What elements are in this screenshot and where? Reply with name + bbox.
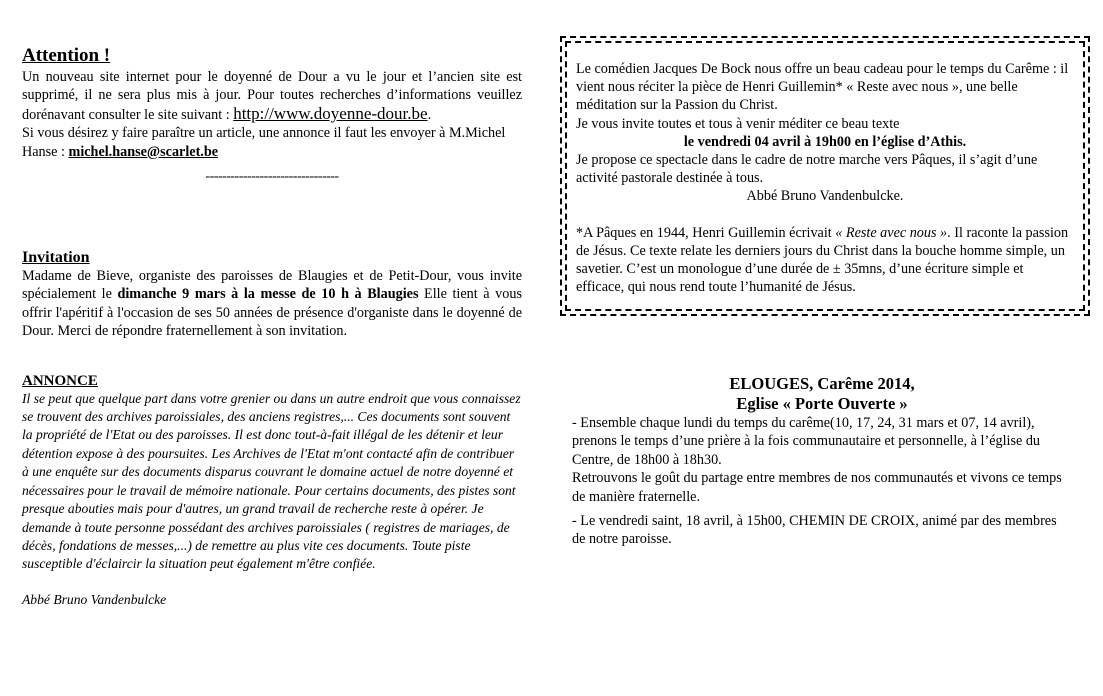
attention-title: Attention ! [22,45,111,66]
website-link[interactable]: http://www.doyenne-dour.be [233,103,428,123]
theatre-box-content [576,60,1074,296]
email-link[interactable]: michel.hanse@scarlet.be [68,143,219,160]
elouges-subtitle: Eglise « Porte Ouverte » [736,394,908,413]
elouges-title: ELOUGES, Carême 2014, [729,374,915,393]
box-invite: Je vous invite toutes et tous à venir méditer ce beau texte [576,115,900,132]
attention-text: Un nouveau site internet pour le doyenné de Dour a vu le jour et l’ancien site est supprimé, il ne sera plus mis à jour. Pour toutes recherches d’informations veuillez dorénavant consulter le site suivant : [22,69,522,123]
attention-text-end: . [427,106,432,123]
box-date: le vendredi 04 avril à 19h00 en l’église d’Athis. [683,133,967,150]
box-footnote [576,224,1074,297]
left-column [22,44,522,609]
attention-paragraph [22,68,522,124]
annonce-text: Il se peut que quelque part dans votre grenier ou dans un autre endroit que vous connaissez se trouvent des archives paroissiales, des anciens registres,... Ces documents sont souvent la propriété de l'Etat ou des paroisses. Il est donc tout-à-fait illégal de les détenir et leur détention expose à des poursuites. Les Archives de l'Etat m'ont contacté afin de contribuer à une enquête sur des documents disparus couvrant le domaine actuel de notre doyenné et nécessaires pour le travail de mémoire nationale. Pour certains documents, des pistes sont presque abouties mais pour d'autres, un grand travail de recherche reste à opérer. Je demande à toute personne possédant des archives paroissiales ( registres de mariages, de décès, fondations de messes,...) de remettre au plus vite ces documents. Toute piste susceptible d'éclaircir la situation peut également m'être confiée. [22,390,521,572]
elouges-p2: Retrouvons le goût du partage entre membres de nos communautés et vivons ce temps de manière fraternelle. [572,470,1062,505]
invitation-section [22,249,522,341]
annonce-title: ANNONCE [22,372,98,389]
invitation-title: Invitation [22,249,90,267]
theatre-box [560,36,1090,316]
attention-contact-paragraph [22,124,522,161]
box-purpose: Je propose ce spectacle dans le cadre de notre marche vers Pâques, il s’agit d’une activité pastorale destinée à tous. [576,152,1038,187]
annonce-signature: Abbé Bruno Vandenbulcke [22,591,167,607]
elouges-p3: - Le vendredi saint, 18 avril, à 15h00, CHEMIN DE CROIX, animé par des membres de notre paroisse. [572,513,1057,548]
divider-line: -------------------------------- [205,169,339,185]
elouges-p1: - Ensemble chaque lundi du temps du carême(10, 17, 24, 31 mars et 07, 14 avril), prenons le temps d’une prière à la fois communautaire et personnelle, à l’église du Centre, de 18h00 à 18h30. [572,415,1041,468]
invitation-date: dimanche 9 mars à la messe de 10 h à Blaugies [117,286,419,303]
attention-contact-text: Si vous désirez y faire paraître un article, une annonce il faut les envoyer à M.Michel Hanse : [22,125,506,160]
box-signature: Abbé Bruno Vandenbulcke. [746,188,904,205]
box-footnote-a: *A Pâques en 1944, Henri Guillemin écrivait [576,224,836,241]
box-footnote-title: « Reste avec nous » [835,224,948,241]
annonce-section [22,373,522,609]
box-intro: Le comédien Jacques De Bock nous offre un beau cadeau pour le temps du Carême : il vient nous réciter la pièce de Henri Guillemin* « Reste avec nous », une belle méditation sur la Passion du Christ. [576,61,1069,114]
elouges-section [572,374,1072,549]
attention-section [22,44,522,185]
box-footnote-b: . Il raconte la passion de Jésus. Ce texte relate les derniers jours du Christ dans la bouche homme simple, un savetier. C’est un monologue d’une durée de ± 35mns, d’une écriture simple et efficace, qui nous rend toute l’humanité de Jésus. [576,224,1069,296]
invitation-paragraph [22,267,522,341]
invitation-text: Madame de Bieve, organiste des paroisses de Blaugies et de Petit-Dour, vous invite spécialement le [22,268,522,303]
invitation-text-2: Elle tient à vous offrir l'apéritif à l'occasion de ses 50 années de présence d'organiste dans le doyenné de Dour. Merci de répondre fraternellement à son invitation. [22,286,522,340]
